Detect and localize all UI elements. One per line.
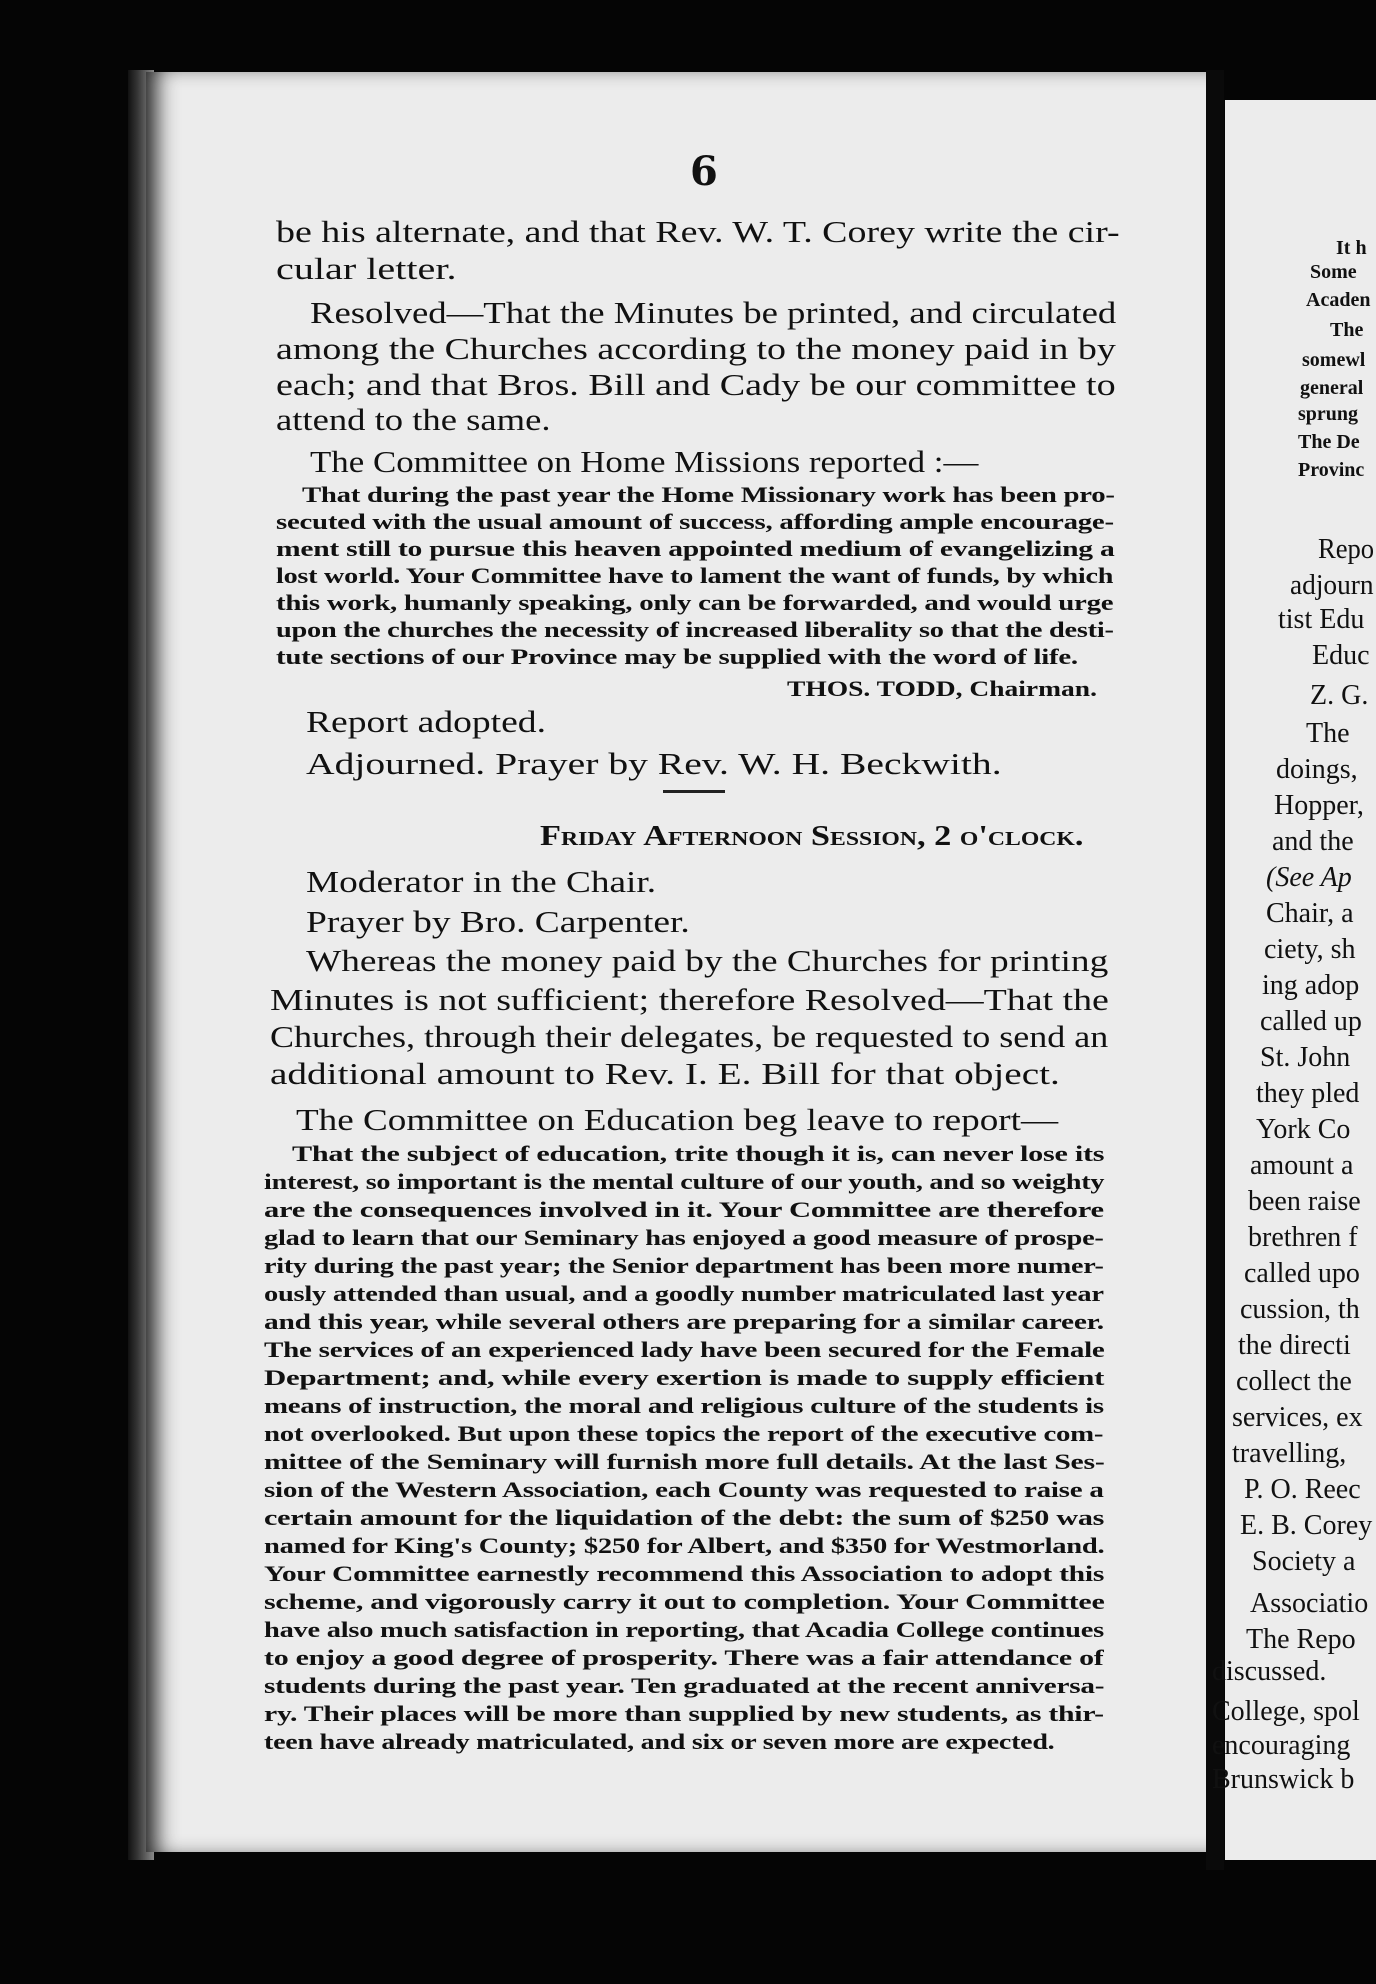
right-page-text-line: ciety, sh: [1264, 934, 1356, 965]
text-line: Moderator in the Chair.: [306, 864, 657, 899]
right-page-text-line: tist Edu: [1278, 604, 1365, 635]
text-line: interest, so important is the mental culture of our youth, and so weighty: [264, 1169, 1105, 1194]
text-line: Adjourned. Prayer by Rev. W. H. Beckwith.: [306, 746, 1002, 781]
text-line: have also much satisfaction in reporting, that Acadia College continues: [264, 1617, 1104, 1642]
text-line: this work, humanly speaking, only can be forwarded, and would urge: [276, 590, 1114, 615]
text-line: each; and that Bros. Bill and Cady be our committee to: [276, 367, 1116, 402]
right-page-text-line: Brunswick b: [1212, 1764, 1355, 1795]
text-line: That during the past year the Home Missionary work has been pro-: [302, 482, 1115, 507]
text-line: That the subject of education, trite though it is, can never lose its: [292, 1141, 1105, 1166]
right-page-text-line: (See Ap: [1266, 862, 1352, 893]
text-line: Friday Afternoon Session, 2 o'clock.: [540, 820, 1084, 852]
text-line: Department; and, while every exertion is made to supply efficient: [264, 1365, 1105, 1390]
text-line: secuted with the usual amount of success, affording ample encourage-: [276, 509, 1114, 534]
right-page-text-line: The: [1306, 718, 1350, 749]
text-line: THOS. TODD, Chairman.: [787, 676, 1097, 701]
right-page-text-line: called upo: [1244, 1258, 1360, 1289]
right-page-text-line: College, spol: [1212, 1696, 1360, 1727]
text-line: Minutes is not sufficient; therefore Resolved—That the: [270, 982, 1109, 1017]
text-line: ry. Their places will be more than supplied by new students, as thir-: [264, 1701, 1104, 1726]
right-page-text-line: Chair, a: [1266, 898, 1354, 929]
text-line: students during the past year. Ten graduated at the recent anniversa-: [264, 1673, 1105, 1698]
right-page-text-line: collect the: [1236, 1366, 1352, 1397]
right-page-text-line: the directi: [1238, 1330, 1351, 1361]
right-page-text-line: been raise: [1248, 1186, 1361, 1217]
right-page-text-line: discussed.: [1212, 1656, 1327, 1687]
right-page-text-line: cussion, th: [1240, 1294, 1360, 1325]
right-page-text-line: travelling,: [1232, 1438, 1347, 1469]
text-line: certain amount for the liquidation of the debt: the sum of $250 was: [264, 1505, 1105, 1530]
right-page-text-line: Acaden: [1306, 289, 1371, 311]
right-page-text-line: Some: [1310, 261, 1357, 283]
text-line: teen have already matriculated, and six or seven more are expected.: [264, 1729, 1055, 1754]
text-line: cular letter.: [276, 251, 457, 286]
right-page-text-line: called up: [1260, 1006, 1362, 1037]
right-page-text-line: Provinc: [1298, 459, 1365, 481]
right-page-text-line: The De: [1298, 431, 1360, 453]
text-line: not overlooked. But upon these topics the report of the executive com-: [264, 1421, 1104, 1446]
text-line: ment still to pursue this heaven appointed medium of evangelizing a: [276, 536, 1115, 561]
text-line: mittee of the Seminary will furnish more full details. At the last Ses-: [264, 1449, 1105, 1474]
right-page-text-line: The Repo: [1246, 1624, 1356, 1655]
text-line: means of instruction, the moral and religious culture of the students is: [264, 1393, 1104, 1418]
text-line: Churches, through their delegates, be requested to send an: [270, 1019, 1109, 1054]
right-page-text-line: Repo: [1318, 534, 1375, 565]
text-line: Whereas the money paid by the Churches for printing: [306, 943, 1109, 978]
right-page-text-line: and the: [1272, 826, 1354, 857]
text-line: among the Churches according to the money paid in by: [276, 331, 1116, 366]
right-page-text-line: St. John: [1260, 1042, 1351, 1073]
right-page-text-line: amount a: [1250, 1150, 1354, 1181]
text-line: The services of an experienced lady have been secured for the Female: [264, 1337, 1105, 1362]
text-line: additional amount to Rev. I. E. Bill for that object.: [270, 1056, 1060, 1091]
text-line: to enjoy a good degree of prosperity. There was a fair attendance of: [264, 1645, 1104, 1670]
text-line: The Committee on Education beg leave to report—: [296, 1102, 1059, 1137]
right-page-text-line: Society a: [1252, 1546, 1356, 1577]
right-page-text-line: encouraging: [1212, 1730, 1351, 1761]
right-page-text-line: P. O. Reec: [1244, 1474, 1361, 1505]
text-line: rity during the past year; the Senior department has been more numer-: [264, 1253, 1104, 1278]
right-page-text-line: doings,: [1276, 754, 1358, 785]
text-line: are the consequences involved in it. Your Committee are therefore: [264, 1197, 1104, 1222]
text-line: be his alternate, and that Rev. W. T. Corey write the cir-: [276, 214, 1120, 249]
right-page-text-line: York Co: [1256, 1114, 1351, 1145]
text-line: The Committee on Home Missions reported :—: [310, 444, 979, 479]
right-page-text-line: E. B. Corey: [1240, 1510, 1373, 1541]
text-line: Prayer by Bro. Carpenter.: [306, 904, 690, 939]
right-page-text-line: somewl: [1302, 349, 1366, 371]
right-page-text-line: The: [1330, 319, 1364, 341]
text-line: attend to the same.: [276, 402, 551, 437]
right-page-text-line: Associatio: [1250, 1588, 1369, 1619]
right-page-text-line: they pled: [1256, 1078, 1360, 1109]
page-number: 6: [690, 148, 718, 195]
right-page-text-line: services, ex: [1232, 1402, 1363, 1433]
right-page-text-line: Z. G.: [1310, 680, 1369, 711]
right-page-text-line: ing adop: [1262, 970, 1360, 1001]
right-page-text-line: brethren f: [1248, 1222, 1358, 1253]
text-line: sion of the Western Association, each County was requested to raise a: [264, 1477, 1104, 1502]
text-line: upon the churches the necessity of increased liberality so that the desti-: [276, 617, 1114, 642]
right-page-text-line: Educ: [1312, 640, 1370, 671]
text-line: glad to learn that our Seminary has enjoyed a good measure of prospe-: [264, 1225, 1104, 1250]
text-line: lost world. Your Committee have to lament the want of funds, by which: [276, 563, 1114, 588]
right-page-text-line: Hopper,: [1274, 790, 1364, 821]
text-line: named for King's County; $250 for Albert, and $350 for Westmorland.: [264, 1533, 1105, 1558]
right-page-text-line: sprung: [1298, 403, 1359, 425]
right-page-text-line: It h: [1336, 237, 1367, 259]
text-line: ously attended than usual, and a goodly number matriculated last year: [264, 1281, 1104, 1306]
right-page-text-line: adjourn: [1290, 570, 1374, 601]
text-line: Resolved—That the Minutes be printed, and circulated: [310, 295, 1117, 330]
text-line: Your Committee earnestly recommend this Association to adopt this: [264, 1561, 1105, 1586]
right-page-text-line: general: [1300, 377, 1364, 399]
text-line: and this year, while several others are preparing for a similar career.: [264, 1309, 1104, 1334]
text-line: Report adopted.: [306, 704, 546, 739]
text-line: scheme, and vigorously carry it out to completion. Your Committee: [264, 1589, 1105, 1614]
section-divider-rule: [663, 790, 725, 793]
text-line: tute sections of our Province may be supplied with the word of life.: [276, 644, 1078, 669]
